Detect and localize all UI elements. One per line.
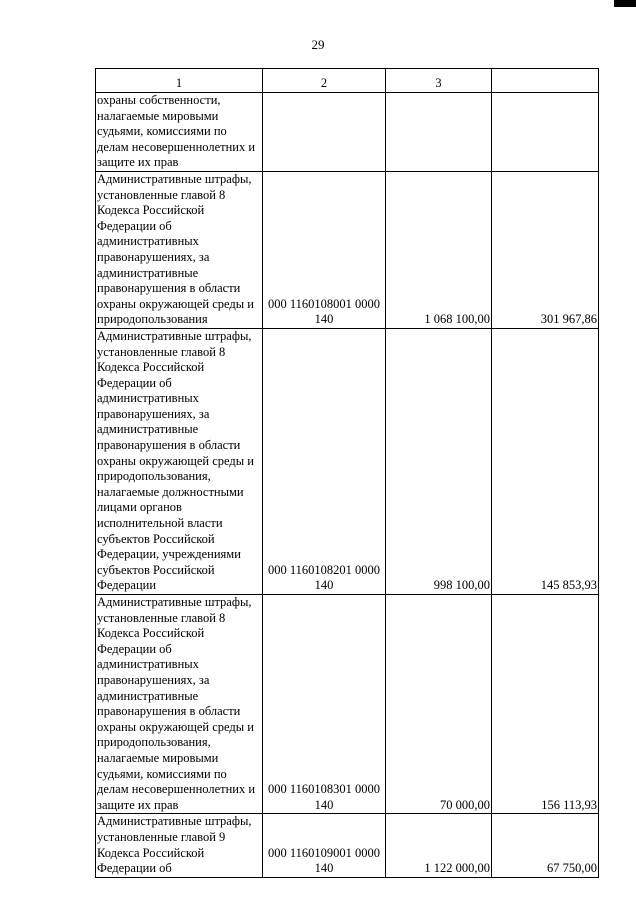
row-fact: 145 853,93 <box>492 328 599 594</box>
row-code: 000 1160108201 0000 140 <box>263 328 386 594</box>
row-name: Административные штрафы, установленные главой 8 Кодекса Российской Федерации об административных правонарушениях, за административные правонарушения в области охраны окружающей среды и природопользования, налагаемые мировыми судьями, комиссиями по делам несовершеннолетних и защите их прав <box>96 595 263 814</box>
row-name: Административные штрафы, установленные главой 8 Кодекса Российской Федерации об административных правонарушениях, за административные правонарушения в области охраны окружающей среды и природопользования, налагаемые должностными лицами органов исполнительной власти субъектов Российской Федерации, учреждениями субъектов Российской Федерации <box>96 328 263 594</box>
page-number: 29 <box>311 37 325 52</box>
row-plan: 998 100,00 <box>386 328 492 594</box>
row-plan: 1 068 100,00 <box>386 171 492 328</box>
row-code: 000 1160108001 0000 140 <box>263 171 386 328</box>
row-name: охраны собственности, налагаемые мировыми судьями, комиссиями по делам несовершеннолетних и защите их прав <box>96 93 263 172</box>
row-plan: 70 000,00 <box>386 595 492 814</box>
table-row <box>96 595 599 814</box>
column-header-1: 1 <box>96 69 263 93</box>
table-row <box>96 328 599 594</box>
corner-mark <box>614 0 636 7</box>
row-fact <box>492 93 599 172</box>
revenue-table <box>95 68 599 878</box>
table-row <box>96 814 599 877</box>
row-fact: 67 750,00 <box>492 814 599 877</box>
column-header-4 <box>492 69 599 93</box>
row-name: Административные штрафы, установленные главой 9 Кодекса Российской Федерации об <box>96 814 263 877</box>
table-row <box>96 171 599 328</box>
row-code: 000 1160109001 0000 140 <box>263 814 386 877</box>
column-header-3: 3 <box>386 69 492 93</box>
row-plan <box>386 93 492 172</box>
table-header-row <box>96 69 599 93</box>
row-fact: 156 113,93 <box>492 595 599 814</box>
row-code: 000 1160108301 0000 140 <box>263 595 386 814</box>
row-name: Административные штрафы, установленные главой 8 Кодекса Российской Федерации об административных правонарушениях, за административные правонарушения в области охраны окружающей среды и природопользования <box>96 171 263 328</box>
row-fact: 301 967,86 <box>492 171 599 328</box>
table-row <box>96 93 599 172</box>
row-plan: 1 122 000,00 <box>386 814 492 877</box>
row-code <box>263 93 386 172</box>
column-header-2: 2 <box>263 69 386 93</box>
